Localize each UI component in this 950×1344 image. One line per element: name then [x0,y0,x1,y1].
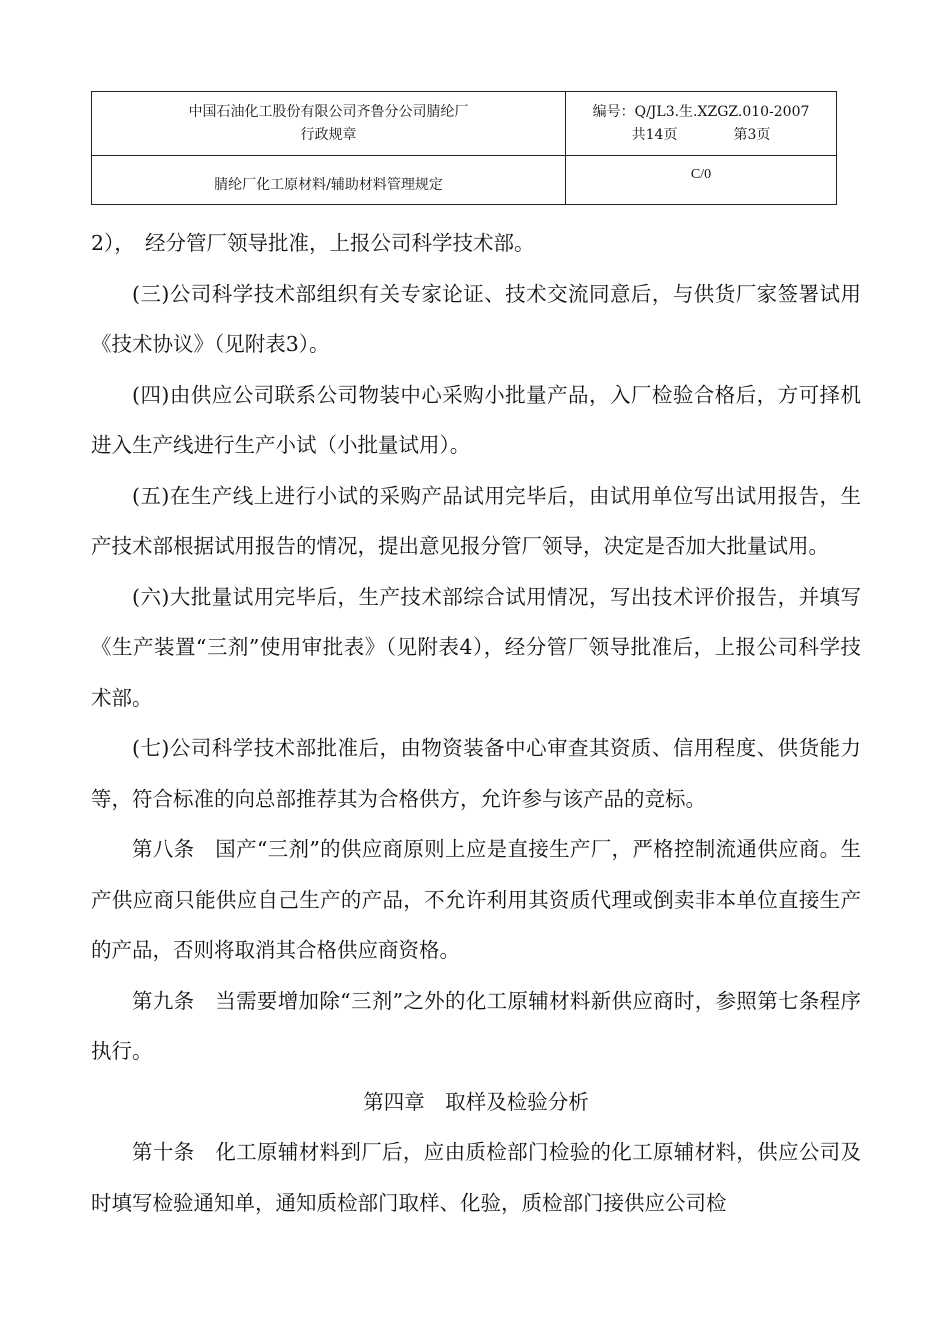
article-8: 第八条 国产“三剂”的供应商原则上应是直接生产厂，严格控制流通供应商。生产供应商只能供应自己生产的产品，不允许利用其资质代理或倒卖非本单位直接生产的产品，否则将取消其合格供应商资格。 [91,837,861,962]
current-page: 第3页 [733,127,771,143]
doc-title: 腈纶厂化工原材料/辅助材料管理规定 [214,176,443,193]
article-10: 第十条 化工原辅材料到厂后，应由质检部门检验的化工原辅材料，供应公司及时填写检验通知单，通知质检部门取样、化验，质检部门接供应公司检 [91,1140,861,1215]
paragraph: (三)公司科学技术部组织有关专家论证、技术交流同意后，与供货厂家签署试用《技术协议》（见附表3）。 [91,281,861,356]
paragraph: 2）， 经分管厂领导批准，上报公司科学技术部。 [91,231,535,255]
page-info [566,122,836,145]
doc-number: 编号：Q/JL3.生.XZGZ.010-2007 [592,104,810,120]
revision: C/0 [690,166,712,182]
header-title-cell [92,155,566,204]
article-9: 第九条 当需要增加除“三剂”之外的化工原辅材料新供应商时，参照第七条程序执行。 [91,988,861,1063]
paragraph: (七)公司科学技术部批准后，由物资装备中心审查其资质、信用程度、供货能力等，符合标准的向总部推荐其为合格供方，允许参与该产品的竞标。 [91,736,861,811]
paragraph: (五)在生产线上进行小试的采购产品试用完毕后，由试用单位写出试用报告，生产技术部根据试用报告的情况，提出意见报分管厂领导，决定是否加大批量试用。 [91,483,861,558]
header-table [91,91,837,205]
total-pages: 共14页 [631,127,678,143]
company-name: 中国石油化工股份有限公司齐鲁分公司腈纶厂 [188,104,469,120]
header-company-cell [92,92,566,156]
header-revision-cell [566,155,837,204]
paragraph: (四)由供应公司联系公司物装中心采购小批量产品，入厂检验合格后，方可择机进入生产线进行生产小试（小批量试用）。 [91,382,861,457]
paragraph: (六)大批量试用完毕后，生产技术部综合试用情况，写出技术评价报告，并填写《生产装置“三剂”使用审批表》（见附表4），经分管厂领导批准后，上报公司科学技术部。 [91,584,861,710]
header-number-cell [566,92,837,156]
doc-category: 行政规章 [300,127,357,143]
document-body [91,218,861,1228]
chapter-heading: 第四章 取样及检验分析 [363,1089,589,1114]
